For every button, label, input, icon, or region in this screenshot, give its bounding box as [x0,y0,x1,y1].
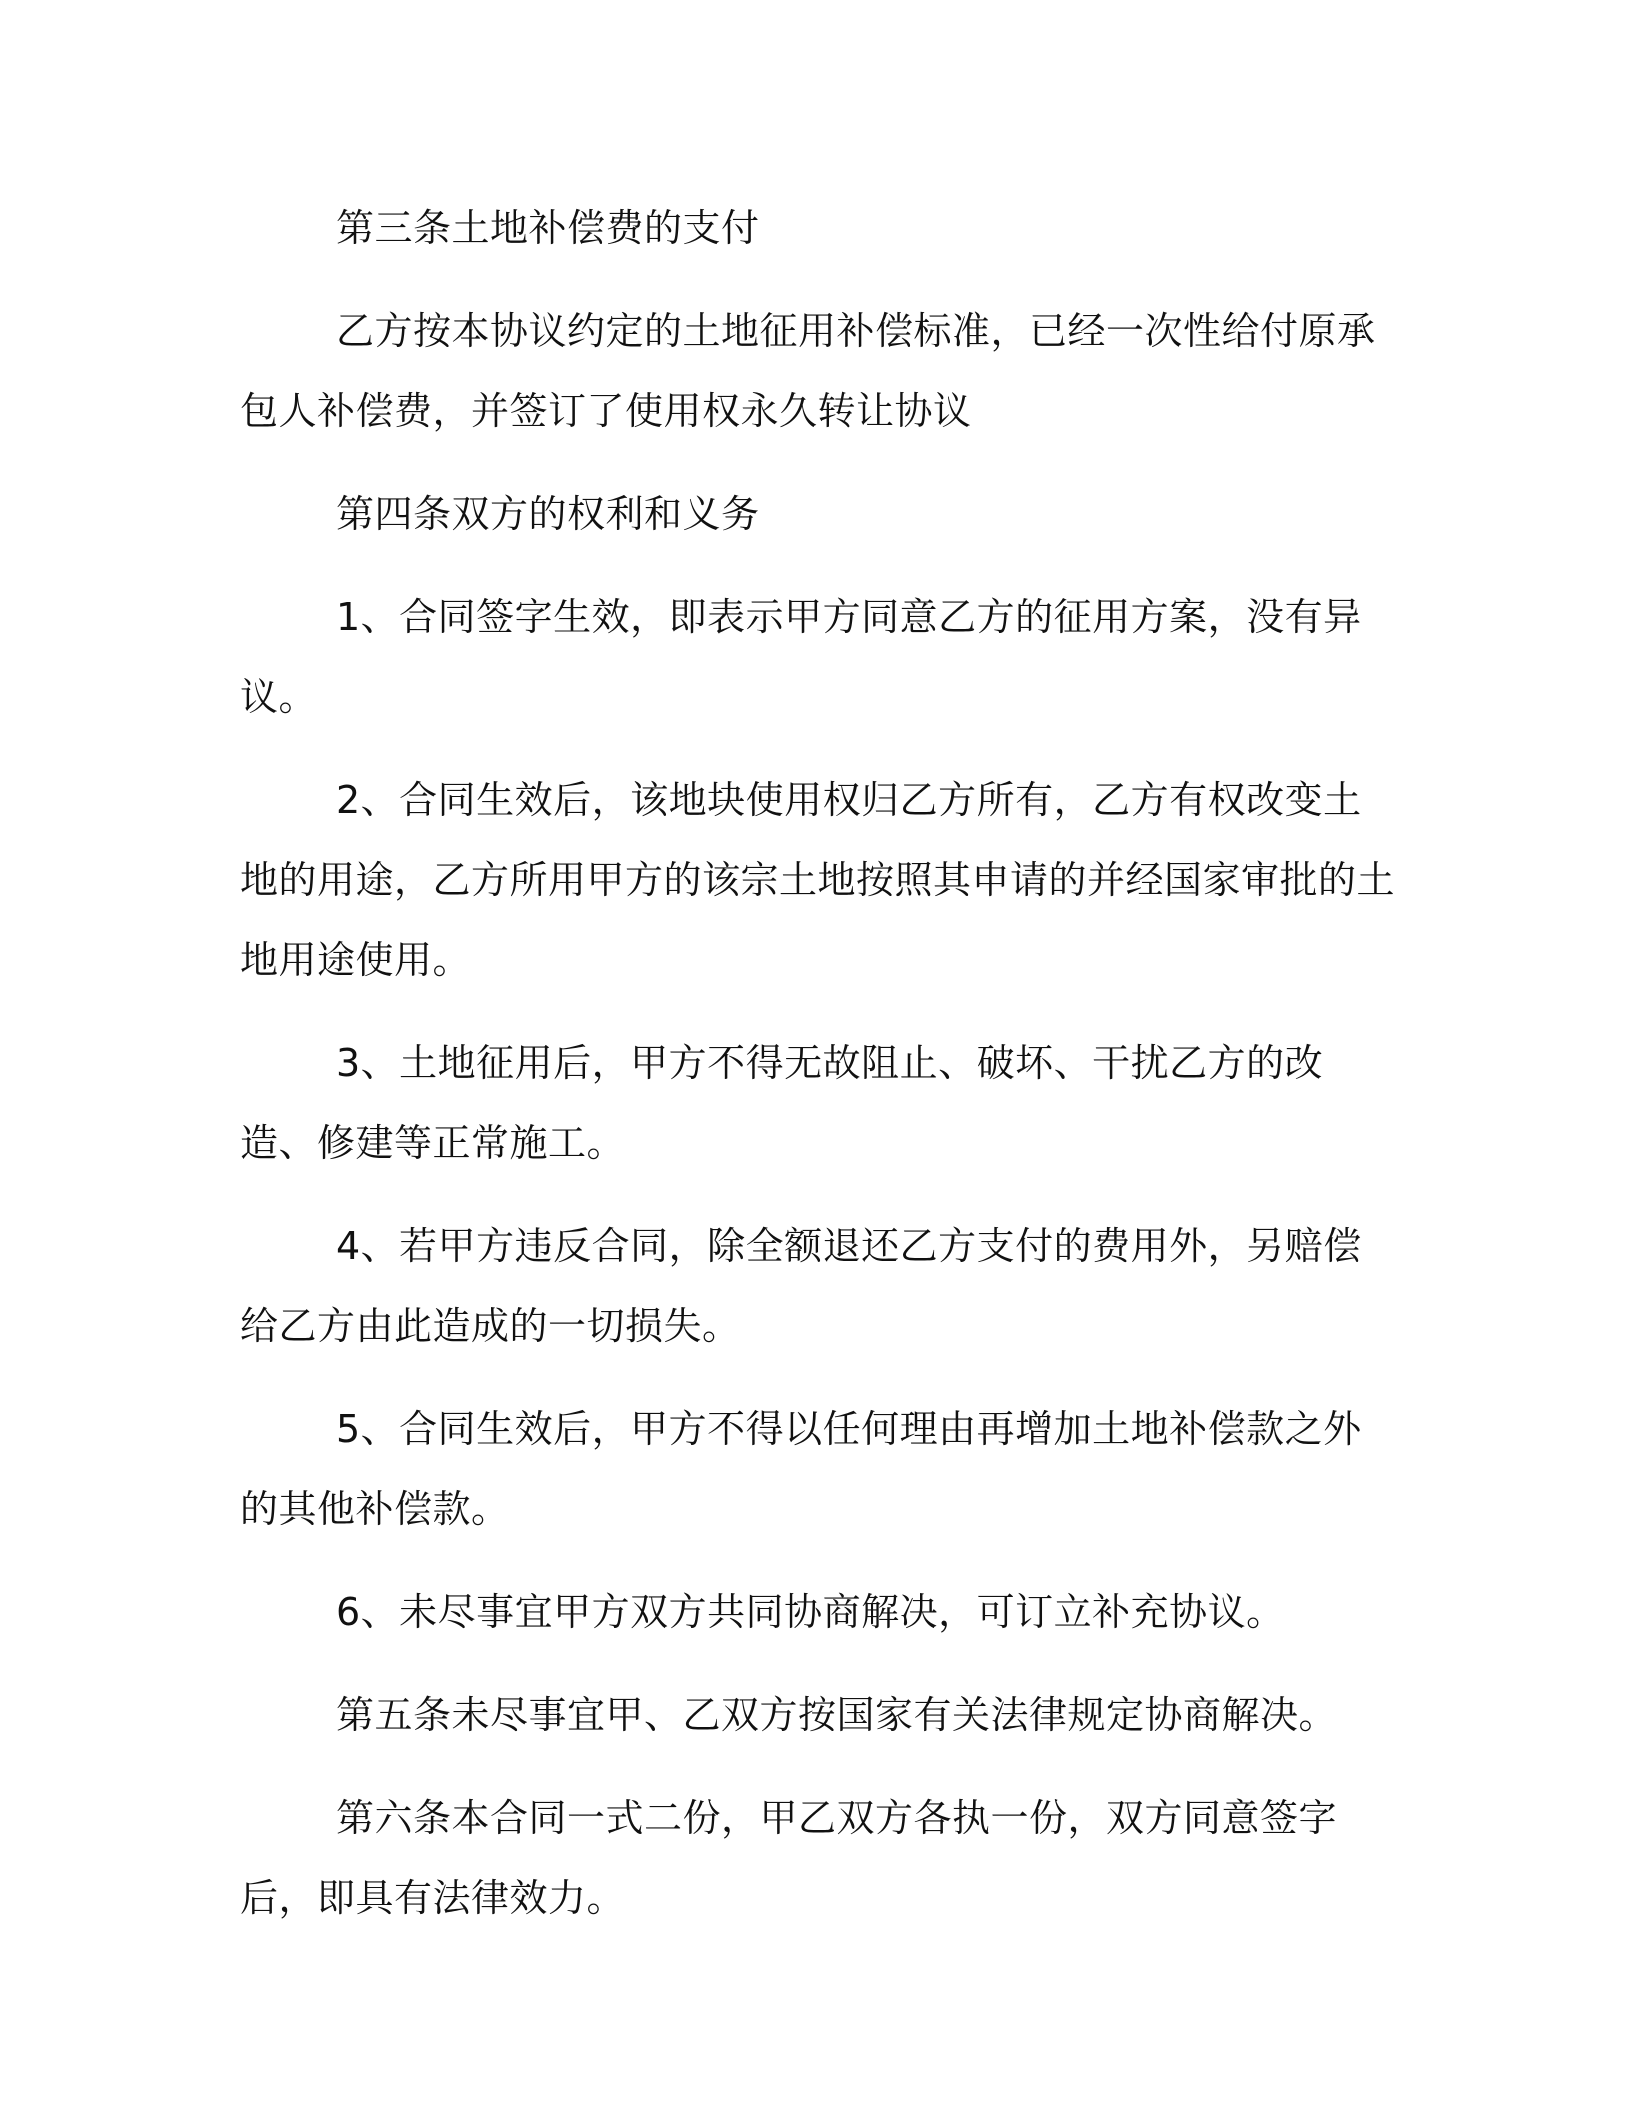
article-4-item-6: 6、未尽事宜甲方双方共同协商解决，可订立补充协议。 [336,1590,1285,1634]
article-3-text: 乙方按本协议约定的土地征用补偿标准，已经一次性给付原承包人补偿费，并签订了使用权永久转让协议 [240,309,1376,433]
article-4-item-5: 5、合同生效后，甲方不得以任何理由再增加土地补偿款之外的其他补偿款。 [240,1407,1362,1531]
article-4-item-3: 3、土地征用后，甲方不得无故阻止、破坏、干扰乙方的改造、修建等正常施工。 [240,1041,1324,1165]
document-body [240,188,1400,1961]
article-4-item-4: 4、若甲方违反合同，除全额退还乙方支付的费用外，另赔偿给乙方由此造成的一切损失。 [240,1224,1362,1348]
article-6: 第六条本合同一式二份，甲乙双方各执一份，双方同意签字后，即具有法律效力。 [240,1796,1338,1920]
article-4-item-1: 1、合同签字生效，即表示甲方同意乙方的征用方案，没有异议。 [240,595,1362,719]
article-3-heading: 第三条土地补偿费的支付 [336,206,760,250]
article-5: 第五条未尽事宜甲、乙双方按国家有关法律规定协商解决。 [336,1693,1338,1737]
article-4-heading: 第四条双方的权利和义务 [336,492,760,536]
article-4-item-2: 2、合同生效后，该地块使用权归乙方所有，乙方有权改变土地的用途，乙方所用甲方的该宗土地按照其申请的并经国家审批的土地用途使用。 [240,778,1396,982]
